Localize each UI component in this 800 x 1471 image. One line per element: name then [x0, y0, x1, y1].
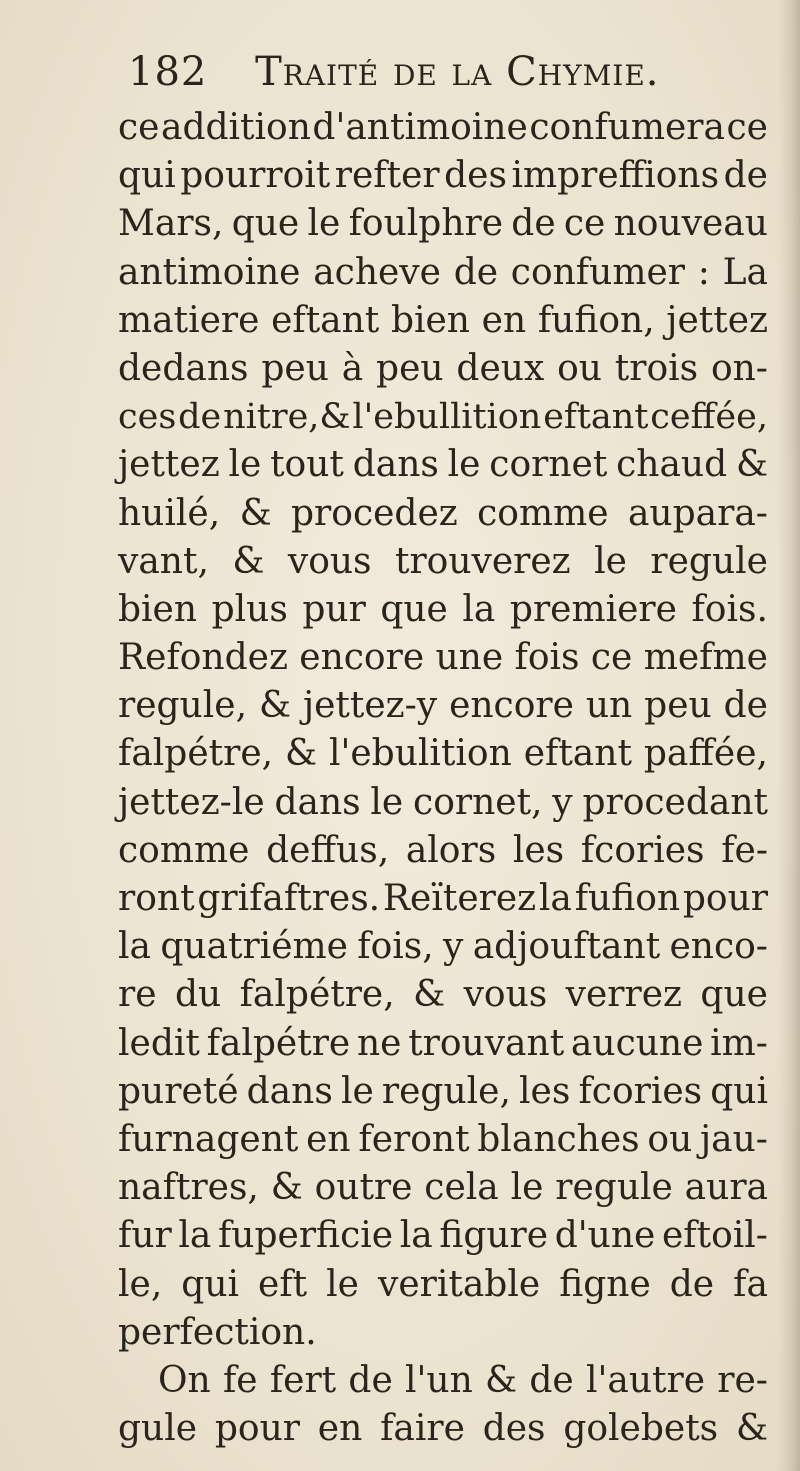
word: figure: [439, 1215, 549, 1257]
word: fufion: [574, 878, 681, 919]
word: adjouftant: [472, 926, 661, 968]
word: de: [453, 251, 499, 293]
word: l'ebulition: [328, 733, 512, 775]
word: deux: [456, 347, 545, 389]
word: l'ebullition: [352, 397, 542, 438]
word: encore: [449, 685, 574, 727]
word: dedans: [118, 347, 249, 389]
text-line: [118, 297, 768, 345]
word: nouveau: [613, 203, 768, 245]
word: l'autre: [585, 1359, 705, 1401]
word: peu: [644, 685, 712, 727]
word: comme: [477, 492, 609, 534]
text-line: [118, 1405, 768, 1453]
word: peu: [261, 347, 329, 389]
word: pour: [214, 1408, 300, 1450]
word: tout: [270, 444, 344, 486]
word: foulphre: [348, 203, 504, 245]
word: bien: [118, 588, 198, 630]
word: procedant: [582, 781, 768, 823]
word: pourroit: [180, 155, 331, 197]
word: fe-: [721, 829, 768, 871]
word: &: [735, 1408, 768, 1450]
word: :: [697, 251, 710, 293]
text-line: [118, 200, 768, 248]
word: dans: [352, 444, 439, 486]
word: enco-: [669, 926, 768, 968]
word: huilé,: [118, 492, 221, 534]
word: refter: [334, 155, 440, 197]
word: grifaftres.: [197, 878, 381, 919]
word: procedez: [291, 492, 458, 534]
word: acheve: [313, 251, 441, 293]
text-line: perfection.: [118, 1311, 317, 1353]
text-line: [118, 971, 768, 1019]
word: trouvant: [408, 1022, 565, 1064]
word: &: [285, 733, 318, 775]
word: fufion,: [537, 299, 655, 341]
word: cela: [424, 1167, 499, 1209]
word: le: [510, 1167, 544, 1209]
word: figne: [559, 1263, 651, 1305]
text-line: [118, 827, 768, 875]
word: de: [529, 1359, 574, 1401]
word: pur: [302, 588, 366, 630]
word: ce: [726, 107, 768, 148]
word: quatriéme: [160, 926, 348, 968]
word: fert: [269, 1359, 337, 1401]
word: regule,: [381, 1070, 511, 1112]
word: ne: [356, 1022, 402, 1064]
word: y: [443, 926, 464, 968]
word: le: [370, 781, 404, 823]
word: de: [669, 1263, 715, 1305]
word: eftant: [523, 733, 632, 775]
word: de: [723, 685, 768, 727]
word: falpétre: [206, 1022, 351, 1064]
word: regule: [555, 1167, 673, 1209]
word: que: [380, 588, 448, 630]
word: le: [447, 444, 481, 486]
word: fois: [514, 637, 580, 679]
word: blanches: [477, 1118, 640, 1160]
word: jau-: [700, 1118, 768, 1160]
word: les: [519, 1070, 571, 1112]
word: les: [512, 829, 565, 871]
text-line: [118, 490, 768, 538]
word: fe: [222, 1359, 258, 1401]
word: ou: [647, 1118, 693, 1160]
word: fur: [118, 1215, 172, 1257]
word: jettez: [666, 299, 768, 341]
word: falpétre,: [239, 974, 395, 1016]
word: falpétre,: [118, 733, 274, 775]
word: antimoine: [118, 251, 301, 293]
word: en: [317, 1408, 363, 1450]
word: d'antimoine: [312, 107, 528, 148]
word: chaud: [616, 444, 728, 486]
word: encore: [299, 637, 425, 679]
word: addition: [160, 107, 311, 148]
text-line: [118, 634, 768, 682]
word: d'une: [554, 1215, 656, 1257]
word: ront: [118, 878, 195, 919]
word: Reïterez: [382, 878, 537, 919]
word: eftant: [543, 397, 649, 438]
word: qui: [118, 155, 176, 197]
word: le: [228, 444, 262, 486]
word: regule: [650, 540, 768, 582]
word: naftres,: [118, 1167, 259, 1209]
word: faire: [380, 1408, 465, 1450]
word: &: [258, 685, 291, 727]
text-line: [118, 1164, 768, 1212]
word: l'un: [405, 1359, 473, 1401]
word: verrez: [565, 974, 682, 1016]
text-line: [118, 586, 768, 634]
word: alors: [405, 829, 497, 871]
word: aupara-: [627, 492, 768, 534]
word: trois: [614, 347, 699, 389]
word: re-: [717, 1359, 768, 1401]
word: une: [435, 637, 504, 679]
word: fcories: [580, 829, 705, 871]
word: dans: [274, 781, 361, 823]
word: ce: [590, 637, 633, 679]
word: On: [158, 1359, 211, 1401]
word: vous: [287, 540, 372, 582]
word: le: [307, 203, 341, 245]
word: de: [511, 203, 556, 245]
word: que: [700, 974, 768, 1016]
text-line: [118, 923, 768, 971]
word: aucune: [570, 1022, 704, 1064]
word: &: [239, 492, 272, 534]
word: premiere: [509, 588, 677, 630]
word: eftoil-: [661, 1215, 768, 1257]
body-text: [118, 104, 768, 1453]
word: ces: [118, 397, 177, 438]
word: qui: [181, 1263, 240, 1305]
word: pureté: [118, 1070, 239, 1112]
word: la: [178, 1215, 212, 1257]
word: en: [481, 299, 527, 341]
word: paffée,: [643, 733, 768, 775]
text-line: [118, 1116, 768, 1164]
word: trouverez: [394, 540, 571, 582]
word: jettez-le: [118, 781, 265, 823]
page-number: 182: [128, 49, 208, 95]
word: plus: [211, 588, 288, 630]
word: comme: [118, 829, 250, 871]
text-line: [118, 1212, 768, 1260]
word: veritable: [378, 1263, 541, 1305]
word: vant,: [118, 540, 209, 582]
word: &: [485, 1359, 518, 1401]
word: aura: [684, 1167, 768, 1209]
word: jettez-y: [302, 685, 438, 727]
word: impreffions: [511, 155, 720, 197]
word: deffus,: [266, 829, 390, 871]
word: ce: [118, 107, 160, 148]
word: y: [552, 781, 573, 823]
word: le,: [118, 1263, 163, 1305]
running-title: Traité de la Chymie.: [255, 49, 660, 95]
word: matiere: [118, 299, 260, 341]
text-line: [118, 152, 768, 200]
word: la: [399, 1215, 433, 1257]
text-line: [118, 104, 768, 152]
text-line: [118, 249, 768, 297]
word: fois.: [691, 588, 768, 630]
word: la: [538, 878, 572, 919]
word: le: [340, 1070, 374, 1112]
text-line: [118, 730, 768, 778]
text-line: [118, 682, 768, 730]
word: Refondez: [118, 637, 288, 679]
text-line: [118, 345, 768, 393]
word: furnagent: [118, 1118, 299, 1160]
word: nitre,&: [223, 397, 351, 438]
word: on-: [710, 347, 768, 389]
word: &: [270, 1167, 303, 1209]
text-line: [118, 1068, 768, 1116]
text-line: [118, 1357, 768, 1405]
word: de: [178, 397, 222, 438]
page-edge-shadow: [778, 0, 800, 1471]
word: &: [413, 974, 446, 1016]
word: fois,: [357, 926, 434, 968]
word: vous: [463, 974, 548, 1016]
word: regule,: [118, 685, 248, 727]
text-line: [118, 779, 768, 827]
word: la: [462, 588, 496, 630]
word: qui: [710, 1070, 768, 1112]
word: ou: [557, 347, 602, 389]
word: un: [585, 685, 633, 727]
word: le: [326, 1263, 359, 1305]
word: en: [306, 1118, 351, 1160]
word: outre: [314, 1167, 413, 1209]
text-line: [118, 441, 768, 489]
word: des: [444, 155, 507, 197]
word: fcories: [578, 1070, 703, 1112]
word: que: [231, 203, 300, 245]
word: le: [594, 540, 627, 582]
word: gule: [118, 1408, 198, 1450]
word: Mars,: [118, 203, 224, 245]
word: jettez: [118, 444, 220, 486]
word: eft: [258, 1263, 308, 1305]
word: du: [174, 974, 222, 1016]
word: de: [348, 1359, 393, 1401]
word: fuperficie: [217, 1215, 394, 1257]
word: confumera: [529, 107, 725, 148]
text-line: [118, 1261, 768, 1309]
word: ceffée,: [650, 397, 768, 438]
word: pour: [682, 878, 768, 919]
word: dans: [246, 1070, 333, 1112]
running-header: [128, 44, 728, 100]
word: fa: [733, 1263, 768, 1305]
word: feront: [358, 1118, 470, 1160]
word: peu: [376, 347, 444, 389]
word: bien: [390, 299, 470, 341]
word: des: [482, 1408, 546, 1450]
word: golebets: [563, 1408, 719, 1450]
word: mefme: [643, 637, 768, 679]
word: de: [723, 155, 768, 197]
word: ledit: [118, 1022, 200, 1064]
text-line: [118, 393, 768, 441]
text-line: [118, 538, 768, 586]
word: La: [722, 251, 768, 293]
word: confumer: [510, 251, 685, 293]
word: &: [735, 444, 768, 486]
word: eftant: [271, 299, 380, 341]
word: la: [118, 926, 151, 968]
word: &: [232, 540, 265, 582]
word: re: [118, 974, 157, 1016]
word: ce: [563, 203, 606, 245]
word: cornet: [489, 444, 608, 486]
word: à: [341, 347, 364, 389]
text-line: [118, 1020, 768, 1068]
word: cornet,: [413, 781, 543, 823]
word: im-: [710, 1022, 768, 1064]
text-line: [118, 875, 768, 923]
